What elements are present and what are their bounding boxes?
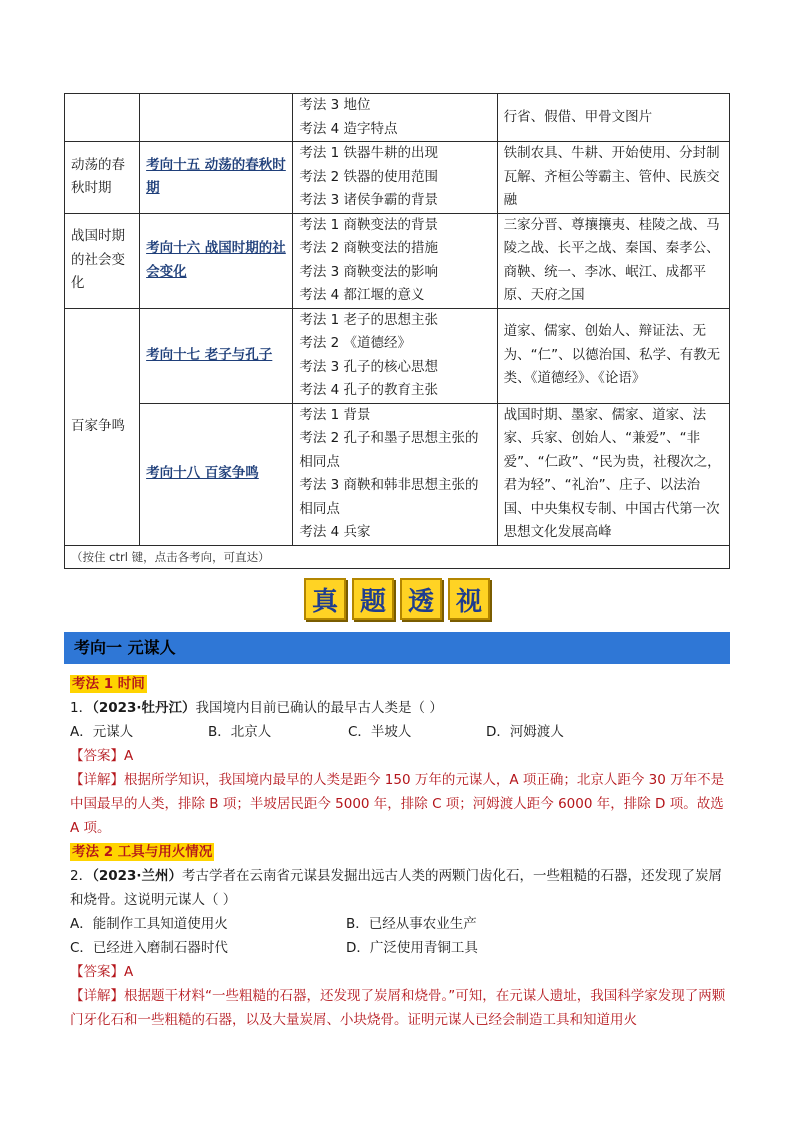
method-item: 考法 3 地位: [299, 97, 371, 113]
banner-tile: 题: [352, 578, 394, 620]
direction-link[interactable]: 考向十五 动荡的春秋时期: [146, 156, 286, 197]
period-cell: 战国时期的社会变化: [65, 213, 140, 308]
keywords-cell: 行省、假借、甲骨文图片: [497, 94, 729, 142]
method-item: 考法 2 铁器的使用范围: [299, 168, 438, 185]
keywords-cell: 三家分晋、尊攘攘夷、桂陵之战、马陵之战、长平之战、秦国、秦孝公、商鞅、统一、李冰、岷江、成都平原、天府之国: [497, 213, 729, 308]
knowledge-table: [64, 93, 730, 569]
detail-paragraph: 【详解】根据题干材料“一些粗糙的石器，还发现了炭屑和烧骨。”可知，在元谋人遗址，我国科学家发现了两颗门牙化石和一些粗糙的石器，以及大量炭屑、小块烧骨。证明元谋人已经会制造工具和知道用火: [70, 988, 726, 1028]
keywords-cell: 铁制农具、牛耕、开始使用、分封制瓦解、齐桓公等霸主、管仲、民族交融: [497, 142, 729, 214]
method-item: 考法 4 都江堰的意义: [299, 287, 425, 303]
option: C．半坡人: [348, 724, 412, 740]
method-item: 考法 3 商鞅和韩非思想主张的相同点: [299, 477, 479, 517]
direction-cell: [140, 142, 293, 214]
keywords-cell: 战国时期、墨家、儒家、道家、法家、兵家、创始人、“兼爱”、“非爱”、“仁政”、“民为贵，社稷次之，君为轻”、“礼治”、庄子、以法治国、中央集权专制、中国古代第一次思想文化发展高峰: [497, 403, 729, 545]
banner-tile: 视: [448, 578, 490, 620]
answer-line: 【答案】A: [70, 964, 134, 980]
option: B．已经从事农业生产: [346, 916, 477, 932]
option: A．元谋人: [70, 724, 134, 740]
direction-cell: [140, 213, 293, 308]
table-row: [65, 403, 730, 545]
method-item: 考法 4 兵家: [299, 524, 371, 540]
methods-cell: [293, 94, 497, 142]
direction-link[interactable]: 考向十六 战国时期的社会变化: [146, 240, 286, 280]
option: D．河姆渡人: [486, 724, 564, 740]
methods-cell: [293, 403, 497, 545]
option: A．能制作工具知道使用火: [70, 916, 228, 932]
direction-link[interactable]: 考向十七 老子与孔子: [146, 346, 273, 363]
section-banner: [304, 578, 490, 620]
keywords-cell: 道家、儒家、创始人、辩证法、无为、“仁”、以德治国、私学、有教无类、《道德经》、《论语》: [497, 308, 729, 403]
methods-cell: [293, 308, 497, 403]
method-item: 考法 4 孔子的教育主张: [299, 382, 438, 398]
direction-cell: [140, 308, 293, 403]
period-cell: 动荡的春秋时期: [65, 142, 140, 214]
table-row: [65, 308, 730, 403]
method-item: 考法 2 《道德经》: [299, 335, 411, 351]
table-row: [65, 213, 730, 308]
table-note: （按住 ctrl 键，点击各考向，可直达）: [65, 545, 730, 568]
methods-cell: [293, 142, 497, 214]
option: D．广泛使用青铜工具: [346, 940, 478, 956]
section-heading: 考向一 元谋人: [64, 632, 730, 664]
method-item: 考法 3 诸侯争霸的背景: [299, 192, 438, 208]
period-cell: 百家争鸣: [65, 308, 140, 545]
table-row: [65, 94, 730, 142]
banner-tile: 真: [304, 578, 346, 620]
method-item: 考法 1 商鞅变法的背景: [299, 216, 438, 233]
question-options: [70, 936, 730, 960]
methods-cell: [293, 213, 497, 308]
method-item: 考法 3 孔子的核心思想: [299, 358, 438, 375]
banner-tile: 透: [400, 578, 442, 620]
method-item: 考法 1 背景: [299, 406, 371, 423]
option: B．北京人: [208, 724, 272, 740]
table-row: [65, 142, 730, 214]
method-label: 考法 2 工具与用火情况: [72, 844, 213, 860]
table-note-row: [65, 545, 730, 568]
answer-line: 【答案】A: [70, 748, 134, 764]
period-cell: [65, 94, 140, 142]
method-item: 考法 4 造字特点: [299, 120, 398, 137]
method-item: 考法 3 商鞅变法的影响: [299, 263, 438, 280]
question-stem: 2．（2023·兰州）考古学者在云南省元谋县发掘出远古人类的两颗门齿化石，一些粗糙的石器，还发现了炭屑和烧骨。这说明元谋人（ ）: [70, 868, 723, 908]
question-options: [70, 720, 730, 744]
direction-cell: [140, 94, 293, 142]
method-item: 考法 2 商鞅变法的措施: [299, 240, 438, 256]
method-item: 考法 2 孔子和墨子思想主张的相同点: [299, 430, 479, 470]
questions-area: [70, 672, 730, 1032]
method-item: 考法 1 铁器牛耕的出现: [299, 145, 438, 161]
method-item: 考法 1 老子的思想主张: [299, 311, 438, 328]
detail-paragraph: 【详解】根据所学知识，我国境内最早的人类是距今 150 万年的元谋人，A 项正确；北京人距今 30 万年不是中国最早的人类，排除 B 项；半坡居民距今 5000 年，排除 C 项；河姆渡人距今 6000 年，排除 D 项。故选 A 项。: [70, 772, 725, 836]
question-stem: 1．（2023·牡丹江）我国境内目前已确认的最早古人类是（ ）: [70, 700, 443, 716]
direction-link[interactable]: 考向十八 百家争鸣: [146, 465, 259, 482]
direction-cell: [140, 403, 293, 545]
question-options: [70, 912, 730, 936]
method-label: 考法 1 时间: [72, 676, 145, 692]
option: C．已经进入磨制石器时代: [70, 940, 228, 956]
